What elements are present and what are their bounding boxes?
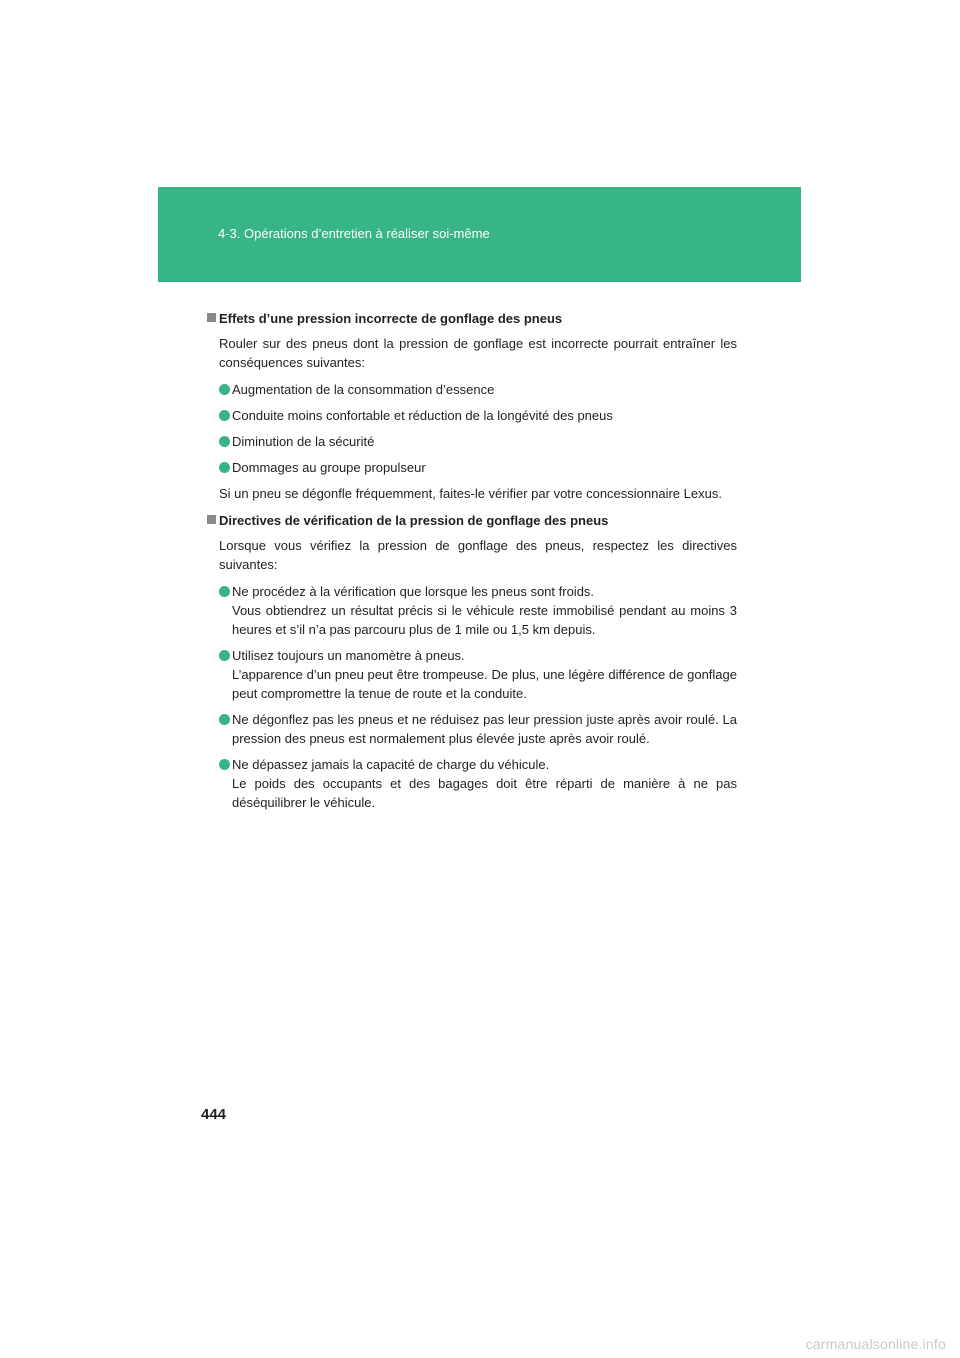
list-item-detail: L’apparence d’un pneu peut être trompeuse. De plus, une légère différence de gonflage peut compromettre la tenue de route et la conduite. <box>232 667 737 701</box>
list-item <box>219 432 737 451</box>
paragraph-outro: Si un pneu se dégonfle fréquemment, faites-le vérifier par votre concessionnaire Lexus. <box>219 486 722 501</box>
circle-bullet-icon <box>219 436 230 447</box>
circle-bullet-icon <box>219 384 230 395</box>
list-item <box>219 458 737 477</box>
section-title: 4-3. Opérations d’entretien à réaliser soi-même <box>218 226 490 241</box>
list-item <box>219 406 737 425</box>
list-item <box>219 582 737 639</box>
subheading-text: Effets d’une pression incorrecte de gonflage des pneus <box>219 311 563 326</box>
list-item <box>219 646 737 703</box>
circle-bullet-icon <box>219 586 230 597</box>
subheading-pressure-effects <box>207 309 737 328</box>
subheading-pressure-guidelines <box>207 511 737 530</box>
circle-bullet-icon <box>219 462 230 473</box>
list-item-text: Augmentation de la consommation d’essence <box>232 382 495 397</box>
list-item-text: Dommages au groupe propulseur <box>232 460 426 475</box>
list-item-detail: Vous obtiendrez un résultat précis si le véhicule reste immobilisé pendant au moins 3 heures et s’il n’a pas parcouru plus de 1 mile ou 1,5 km depuis. <box>232 603 737 637</box>
list-item <box>219 380 737 399</box>
paragraph-intro: Rouler sur des pneus dont la pression de gonflage est incorrecte pourrait entraîner les conséquences suivantes: <box>219 336 737 370</box>
square-bullet-icon <box>207 313 216 322</box>
main-content <box>207 309 737 819</box>
list-item-text: Ne dépassez jamais la capacité de charge du véhicule. <box>232 757 550 772</box>
square-bullet-icon <box>207 515 216 524</box>
circle-bullet-icon <box>219 410 230 421</box>
circle-bullet-icon <box>219 714 230 725</box>
circle-bullet-icon <box>219 650 230 661</box>
list-item-detail: Le poids des occupants et des bagages doit être réparti de manière à ne pas déséquilibrer le véhicule. <box>232 776 737 810</box>
list-item <box>219 710 737 748</box>
list-item-text: Ne dégonflez pas les pneus et ne réduisez pas leur pression juste après avoir roulé. La pression des pneus est normalement plus élevée juste après avoir roulé. <box>232 712 737 746</box>
circle-bullet-icon <box>219 759 230 770</box>
subheading-text: Directives de vérification de la pression de gonflage des pneus <box>219 513 609 528</box>
list-item-text: Ne procédez à la vérification que lorsque les pneus sont froids. <box>232 584 595 599</box>
list-item-text: Diminution de la sécurité <box>232 434 375 449</box>
list-item-text: Conduite moins confortable et réduction de la longévité des pneus <box>232 408 613 423</box>
list-item <box>219 755 737 812</box>
paragraph-intro: Lorsque vous vérifiez la pression de gonflage des pneus, respectez les directives suivantes: <box>219 538 737 572</box>
page-number: 444 <box>201 1106 227 1123</box>
watermark: carmanualsonline.info <box>805 1336 946 1352</box>
list-item-text: Utilisez toujours un manomètre à pneus. <box>232 648 465 663</box>
